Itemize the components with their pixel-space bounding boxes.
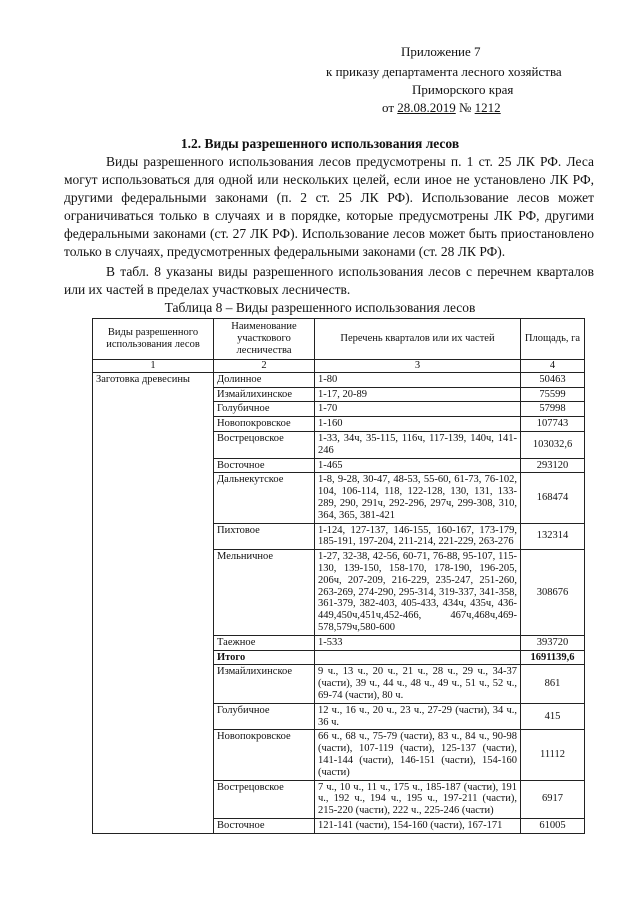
header-quarters: Перечень кварталов или их частей (315, 319, 521, 360)
area-cell: 57998 (521, 402, 585, 417)
date-prefix: от (382, 100, 395, 115)
forestry-cell: Мельничное (214, 550, 315, 636)
col-number: 3 (315, 360, 521, 373)
forestry-cell: Измайлихинское (214, 665, 315, 703)
appendix-title: Приложение 7 (401, 44, 481, 59)
forestry-cell: Дальнекутское (214, 473, 315, 523)
appendix-region: Приморского края (412, 82, 514, 97)
quarters-cell: 9 ч., 13 ч., 20 ч., 21 ч., 28 ч., 29 ч., 34-37 (части), 39 ч., 44 ч., 48 ч., 49 ч., 51 ч., 52 ч., 69-74 (части), 80 ч. (315, 665, 521, 703)
header-use-type: Виды разрешенного использования лесов (93, 319, 214, 360)
total-label: Итого (214, 650, 315, 665)
quarters-cell: 7 ч., 10 ч., 11 ч., 175 ч., 185-187 (части), 191 ч., 192 ч., 194 ч., 195 ч., 197-211 (части), 215-220 (части), 222 ч., 225-246 (части) (315, 780, 521, 818)
forest-use-table (92, 318, 585, 834)
area-cell: 50463 (521, 372, 585, 387)
appendix-date-line (382, 100, 501, 116)
col-number: 4 (521, 360, 585, 373)
quarters-cell: 12 ч., 16 ч., 20 ч., 23 ч., 27-29 (части), 34 ч., 36 ч. (315, 703, 521, 730)
forestry-cell: Голубичное (214, 703, 315, 730)
quarters-cell: 1-533 (315, 635, 521, 650)
quarters-cell: 1-465 (315, 458, 521, 473)
forestry-cell: Пихтовое (214, 523, 315, 550)
quarters-cell: 1-80 (315, 372, 521, 387)
forestry-cell: Новопокровское (214, 417, 315, 432)
header-area: Площадь, га (521, 319, 585, 360)
quarters-cell: 1-160 (315, 417, 521, 432)
paragraph-1: Виды разрешенного использования лесов предусмотрены п. 1 ст. 25 ЛК РФ. Леса могут использоваться для одной или нескольких целей, если иное не установлено ЛК РФ, другими федеральными законами (п. 2 ст. 25 ЛК РФ). Использование лесов может ограничиваться только в случаях и в порядке, которые предусмотрены ЛК РФ, другими федеральными законами (ст. 27 ЛК РФ). Использование лесов может быть приостановлено только в случаях, предусмотренных федеральными законами (ст. 28 ЛК РФ). (64, 154, 594, 259)
table-header-row (93, 319, 585, 360)
order-number: 1212 (474, 100, 501, 115)
order-date: 28.08.2019 (397, 100, 456, 115)
area-cell: 168474 (521, 473, 585, 523)
column-number-row (93, 360, 585, 373)
area-cell: 308676 (521, 550, 585, 636)
total-area: 1691139,6 (521, 650, 585, 665)
area-cell: 415 (521, 703, 585, 730)
forestry-cell: Восточное (214, 818, 315, 833)
forestry-cell: Восточное (214, 458, 315, 473)
area-cell: 861 (521, 665, 585, 703)
area-cell: 6917 (521, 780, 585, 818)
col-number: 1 (93, 360, 214, 373)
quarters-cell: 1-124, 127-137, 146-155, 160-167, 173-179, 185-191, 197-204, 211-214, 221-229, 263-276 (315, 523, 521, 550)
quarters-cell: 1-33, 34ч, 35-115, 116ч, 117-139, 140ч, 141-246 (315, 431, 521, 458)
appendix-order-line: к приказу департамента лесного хозяйства (326, 64, 562, 79)
forestry-cell: Вострецовское (214, 431, 315, 458)
quarters-cell: 1-70 (315, 402, 521, 417)
section-title: 1.2. Виды разрешенного использования лесов (180, 136, 460, 151)
area-cell: 393720 (521, 635, 585, 650)
forestry-cell: Измайлихинское (214, 387, 315, 402)
forestry-cell: Новопокровское (214, 730, 315, 780)
use-type-cell: Заготовка древесины (93, 372, 214, 833)
col-number: 2 (214, 360, 315, 373)
quarters-cell: 121-141 (части), 154-160 (части), 167-171 (315, 818, 521, 833)
table-row (93, 372, 585, 387)
area-cell: 61005 (521, 818, 585, 833)
area-cell: 132314 (521, 523, 585, 550)
quarters-cell: 1-17, 20-89 (315, 387, 521, 402)
area-cell: 103032,6 (521, 431, 585, 458)
paragraph-2: В табл. 8 указаны виды разрешенного использования лесов с перечнем кварталов или их частей в пределах участковых лесничеств. (64, 264, 594, 297)
table-caption: Таблица 8 – Виды разрешенного использования лесов (164, 300, 476, 315)
forestry-cell: Таежное (214, 635, 315, 650)
header-forestry: Наименование участкового лесничества (214, 319, 315, 360)
area-cell: 75599 (521, 387, 585, 402)
area-cell: 11112 (521, 730, 585, 780)
area-cell: 107743 (521, 417, 585, 432)
number-prefix: № (459, 100, 472, 115)
forestry-cell: Долинное (214, 372, 315, 387)
quarters-cell: 1-27, 32-38, 42-56, 60-71, 76-88, 95-107, 115-130, 139-150, 158-170, 178-190, 196-205, 206ч, 207-209, 216-229, 235-247, 251-260, 263-269, 274-290, 295-314, 319-337, 341-358, 361-379, 382-403, 405-433, 434ч, 435ч, 436-449,450ч,451ч,452-466, 467ч,468ч,469-578,579ч,580-600 (315, 550, 521, 636)
forestry-cell: Голубичное (214, 402, 315, 417)
quarters-cell: 1-8, 9-28, 30-47, 48-53, 55-60, 61-73, 76-102, 104, 106-114, 118, 122-128, 130, 131, 133-289, 290, 291ч, 292-296, 297ч, 299-308, 310, 364, 365, 381-421 (315, 473, 521, 523)
forestry-cell: Вострецовское (214, 780, 315, 818)
quarters-cell: 66 ч., 68 ч., 75-79 (части), 83 ч., 84 ч., 90-98 (части), 107-119 (части), 125-137 (части), 141-144 (части), 146-151 (части), 154-160 (части) (315, 730, 521, 780)
quarters-cell (315, 650, 521, 665)
area-cell: 293120 (521, 458, 585, 473)
